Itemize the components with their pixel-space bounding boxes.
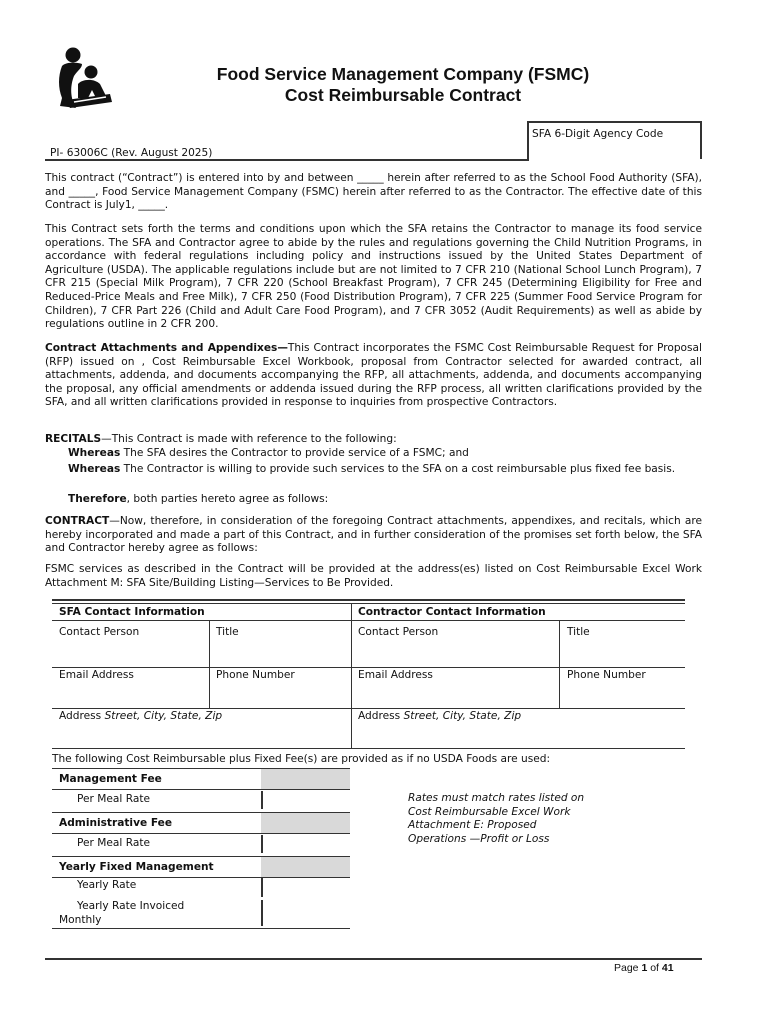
therefore-label: Therefore	[68, 493, 127, 505]
sfa-address-label: Address	[59, 710, 102, 722]
management-per-meal-field[interactable]	[261, 791, 263, 809]
whereas-label-1: Whereas	[68, 447, 121, 459]
attachments-text: This Contract incorporates the FSMC Cost Reimbursable Request for Proposal (RFP) issued on , Cost Reimbursable Excel Workbook, proposal from Contractor selected for awarded contract, all attachments, addenda, and documents accompanying the RFP, all attachments, addenda, and documents accompanying the proposal, any official amendments or addenda issued during the RFP process, all written clarifications provided by the SFA, and all written clarifications provided in response to inquiries from prospective Contractors.	[45, 342, 702, 409]
whereas-2	[68, 463, 702, 477]
form-id: PI- 63006C (Rev. August 2025)	[50, 147, 213, 159]
contract-text: —Now, therefore, in consideration of the foregoing Contract attachments, appendixes, and recitals, which are hereby incorporated and made a part of this Contract, and in further consideration of the promises set forth below, the SFA and Contractor hereby agree as follows:	[45, 515, 702, 555]
fees-intro: The following Cost Reimbursable plus Fixed Fee(s) are provided as if no USDA Foods are used:	[52, 753, 551, 765]
sfa-contact-heading: SFA Contact Information	[59, 606, 205, 618]
yearly-invoiced-label: Yearly Rate Invoiced Monthly	[59, 900, 185, 926]
document-title-line1: Food Service Management Company (FSMC)	[216, 64, 590, 84]
whereas-text-1: The SFA desires the Contractor to provide service of a FSMC; and	[123, 447, 469, 459]
contract-paragraph	[45, 515, 702, 556]
terms-paragraph: This Contract sets forth the terms and conditions upon which the SFA retains the Contractor to manage its food service operations. The SFA and Contractor agree to abide by the rules and regulations governing the Child Nutrition Programs, in accordance with federal regulations including policy and instructions issued by the United States Department of Agriculture (USDA). The applicable regulations include but are not limited to 7 CFR 210 (National School Lunch Program), 7 CFR 215 (Special Milk Program), 7 CFR 220 (School Breakfast Program), 7 CFR 245 (Determining Eligibility for Free and Reduced-Price Meals and Free Milk), 7 CFR 250 (Food Distribution Program), 7 CFR 225 (Summer Food Service Program for Children), 7 CFR Part 226 (Child and Adult Care Food Program), and 7 CFR 3052 (Audit Requirements) as well as abide by regulations outline in 2 CFR 200.	[45, 223, 702, 331]
contractor-address-label: Address	[358, 710, 401, 722]
agency-code-label: SFA 6-Digit Agency Code	[532, 128, 664, 140]
page-current: 1	[641, 962, 648, 974]
attachments-paragraph	[45, 342, 702, 410]
contractor-email-field[interactable]: Email Address	[358, 669, 433, 681]
yearly-fixed-label: Yearly Fixed Management	[59, 861, 214, 873]
yearly-rate-label: Yearly Rate	[77, 879, 137, 891]
administrative-per-meal-label: Per Meal Rate	[77, 837, 151, 849]
contractor-contact-heading: Contractor Contact Information	[358, 606, 546, 618]
therefore-line	[68, 493, 328, 507]
page-number	[614, 962, 674, 974]
administrative-per-meal-field[interactable]	[261, 835, 263, 853]
rates-note: Rates must match rates listed on Cost Reimbursable Excel Work Attachment E: Proposed Operations —Profit or Loss	[408, 792, 585, 845]
contractor-address-hint: Street, City, State, Zip	[403, 710, 522, 722]
intro-paragraph: This contract (“Contract”) is entered into by and between _____ herein after referred to as the School Food Authority (SFA), and _____, Food Service Management Company (FSMC) herein after referred to as the Contractor. The effective date of this Contract is July1, _____.	[45, 172, 702, 212]
sfa-email-field[interactable]: Email Address	[59, 669, 134, 681]
page-of: of	[647, 962, 662, 974]
page-total: 41	[661, 962, 674, 974]
therefore-text: , both parties hereto agree as follows:	[126, 493, 329, 505]
attachments-heading: Contract Attachments and Appendixes—	[45, 342, 288, 354]
contract-heading: CONTRACT	[45, 515, 110, 527]
contractor-title-field[interactable]: Title	[567, 626, 590, 638]
sfa-address-hint: Street, City, State, Zip	[104, 710, 223, 722]
whereas-1	[68, 447, 702, 461]
recitals-heading: RECITALS	[45, 433, 102, 445]
yearly-invoiced-field[interactable]	[261, 900, 263, 926]
whereas-label-2: Whereas	[68, 463, 121, 475]
management-per-meal-label: Per Meal Rate	[77, 793, 151, 805]
whereas-text-2: The Contractor is willing to provide such services to the SFA on a cost reimbursable plus fixed fee basis.	[123, 463, 676, 475]
recitals-intro: —This Contract is made with reference to the following:	[101, 433, 397, 445]
sfa-title-field[interactable]: Title	[216, 626, 239, 638]
management-fee-label: Management Fee	[59, 773, 162, 785]
contractor-address-field[interactable]	[358, 710, 521, 722]
yearly-rate-field[interactable]	[261, 877, 263, 897]
recitals-line	[45, 433, 702, 447]
yearly-fixed-shade	[261, 857, 350, 877]
management-fee-shade	[261, 769, 350, 789]
agency-code-field[interactable]	[700, 121, 702, 159]
page-prefix: Page	[614, 962, 642, 974]
sfa-phone-field[interactable]: Phone Number	[216, 669, 295, 681]
administrative-fee-shade	[261, 813, 350, 833]
sfa-contact-person-field[interactable]: Contact Person	[59, 626, 140, 638]
administrative-fee-label: Administrative Fee	[59, 817, 173, 829]
document-title-line2: Cost Reimbursable Contract	[284, 85, 522, 105]
services-paragraph: FSMC services as described in the Contract will be provided at the address(es) listed on Cost Reimbursable Excel Work Attachment M: SFA Site/Building Listing—Services to Be Provided.	[45, 563, 702, 589]
sfa-address-field[interactable]	[59, 710, 222, 722]
contractor-contact-person-field[interactable]: Contact Person	[358, 626, 439, 638]
contractor-phone-field[interactable]: Phone Number	[567, 669, 646, 681]
